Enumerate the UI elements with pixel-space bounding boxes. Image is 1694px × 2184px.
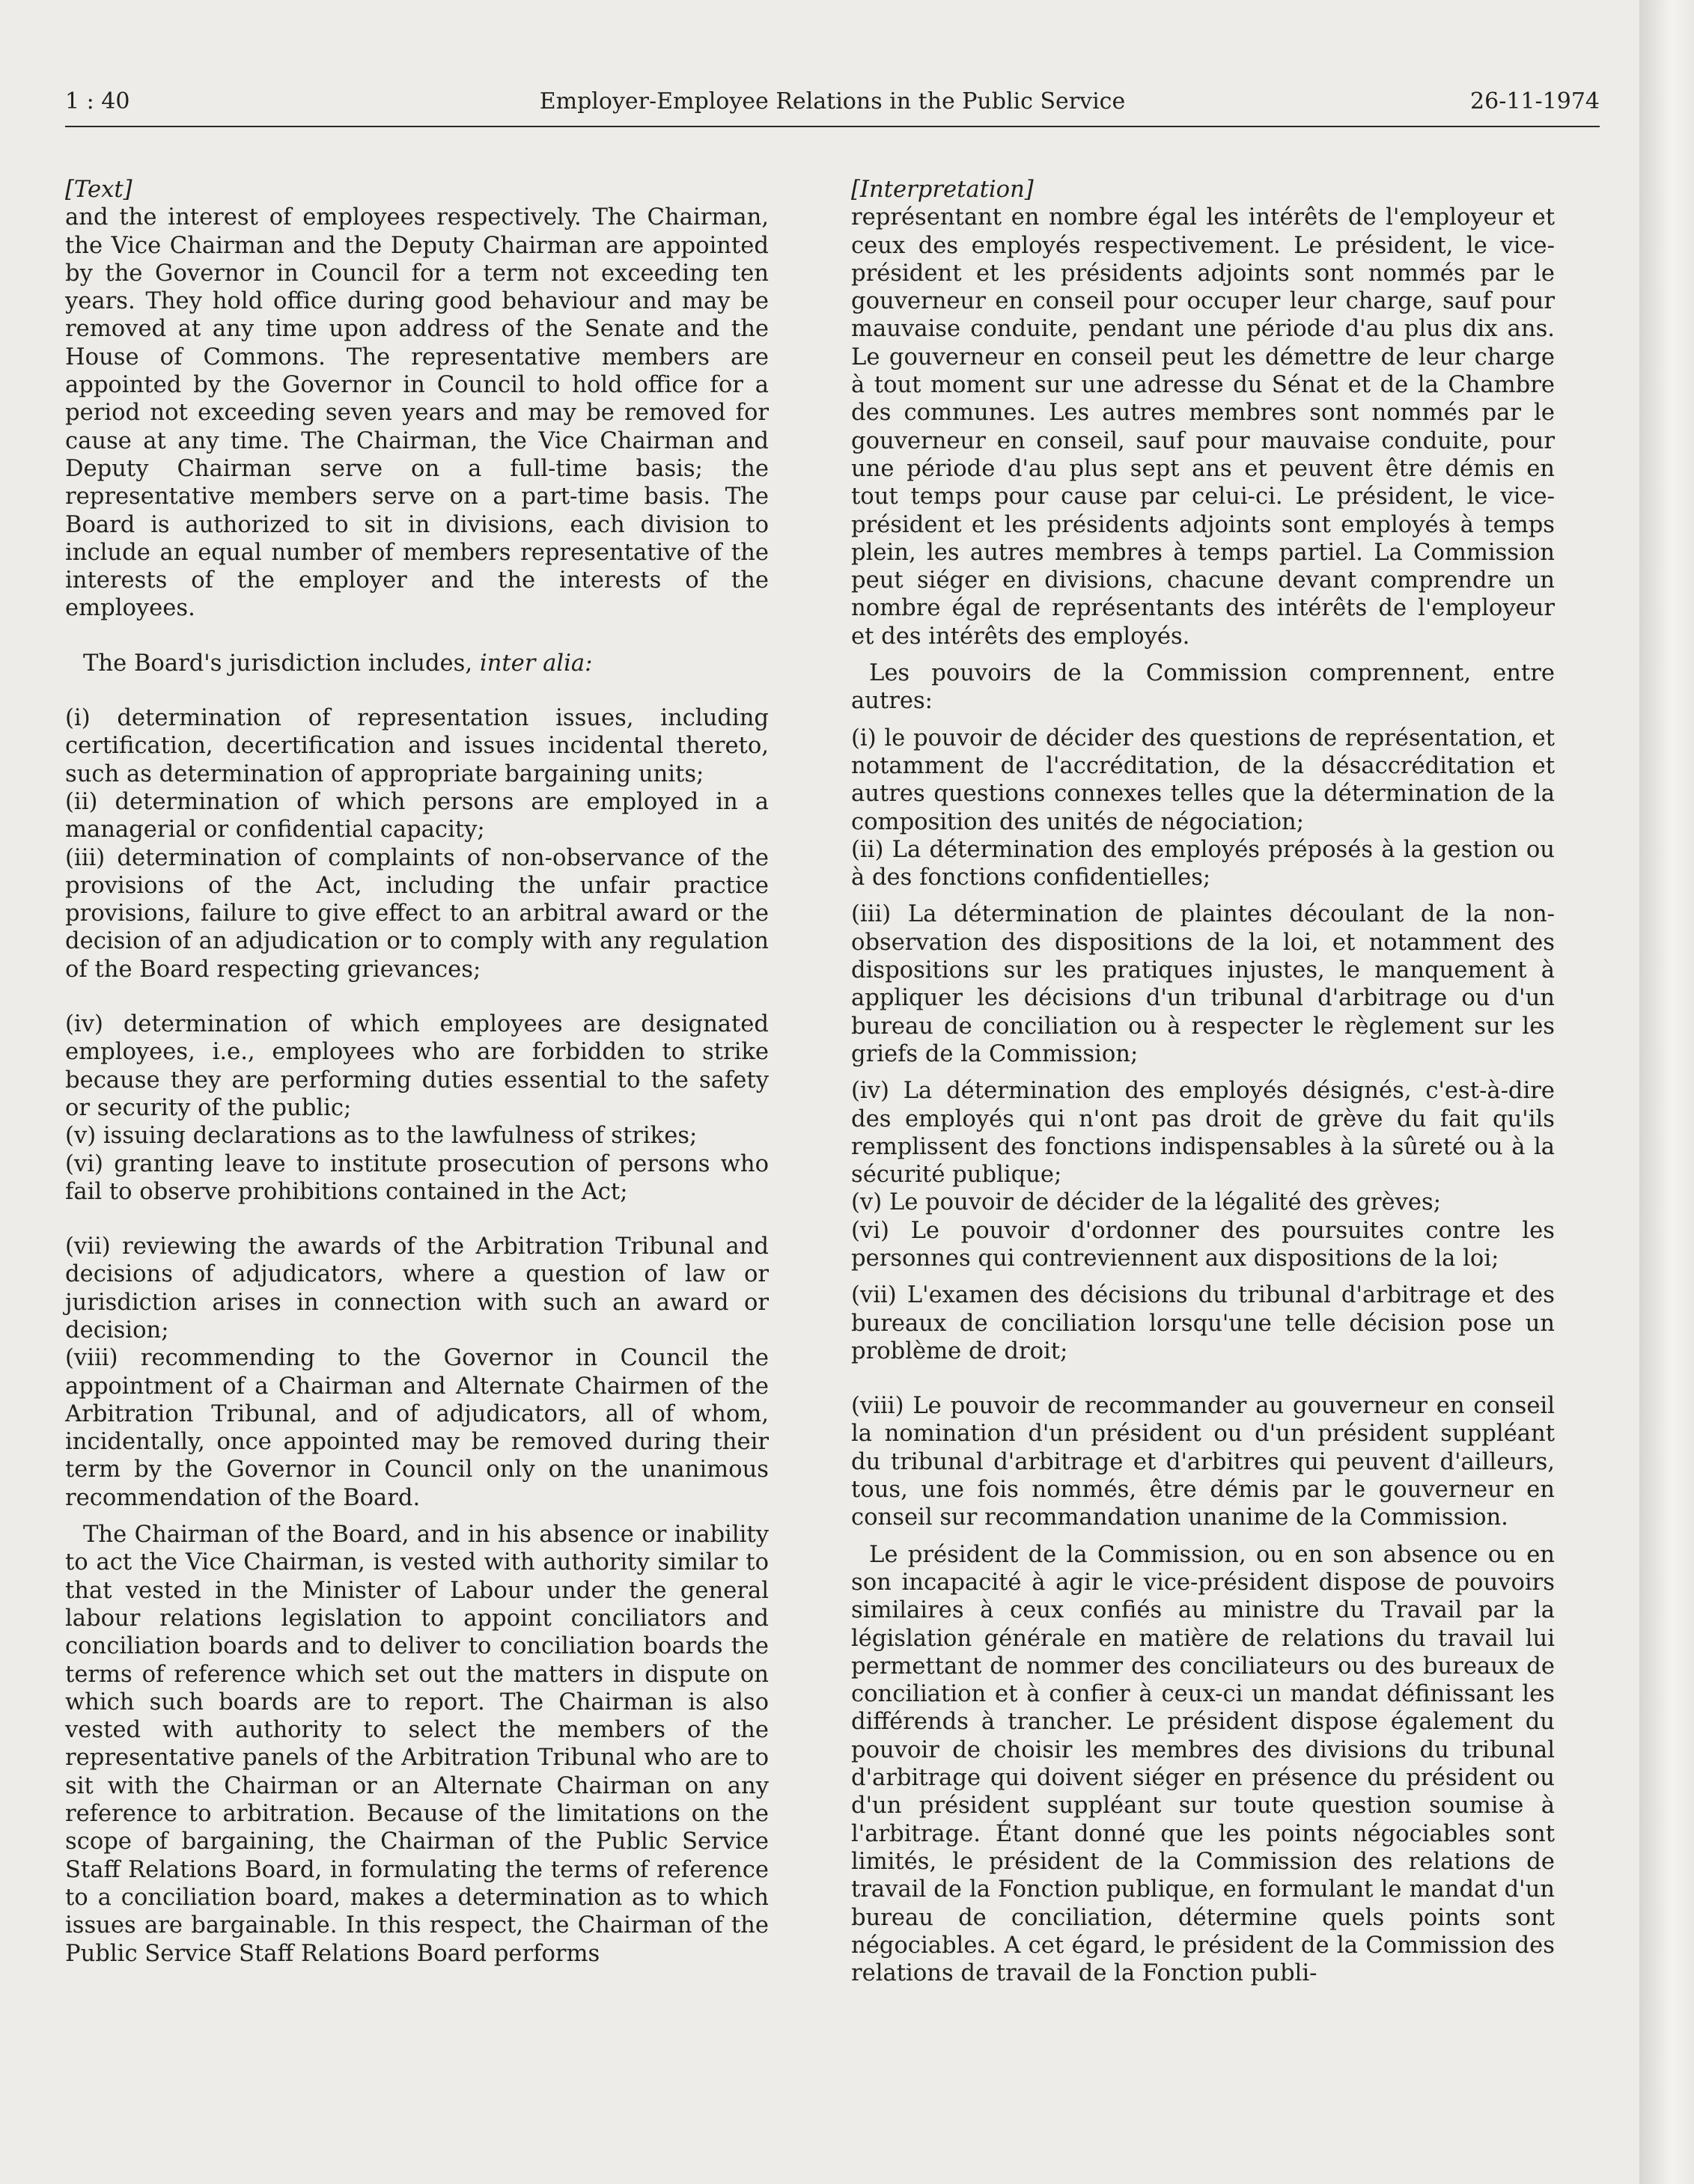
list-item: (viii) recommending to the Governor in Council the appointment of a Chairman and Alternate Chairmen of the Arbitration Tribunal, and of adjudicators, all of whom, incidentally, once appointed may be removed during their term by the Governor in Council only on the unanimous recommendation of the Board. [65, 1345, 769, 1511]
english-column [65, 176, 769, 1968]
intro-paragraph: représentant en nombre égal les intérêts de l'employeur et ceux des employés respectivement. Le président, le vice-président et les présidents adjoints sont nommés par le gouverneur en conseil pour occuper leur charge, sauf pour mauvaise conduite, pendant une période d'au plus dix ans. Le gouverneur en conseil peut les démettre de leur charge à tout moment sur une adresse du Sénat et de la Chambre des communes. Les autres membres sont nommés par le gouverneur en conseil, sauf pour mauvaise conduite, pour une période d'au plus sept ans et peuvent être démis en tout temps pour cause par celui-ci. Le président, le vice-président et les présidents adjoints sont employés à temps plein, les autres membres à temps partiel. La Commission peut siéger en divisions, chacune devant comprendre un nombre égal de représentants des intérêts de l'employeur et des intérêts des employés. [851, 204, 1555, 650]
jurisdiction-lead-text: The Board's jurisdiction includes, [83, 650, 473, 677]
closing-paragraph: The Chairman of the Board, and in his absence or inability to act the Vice Chairman, is vested with authority similar to that vested in the Minister of Labour under the general labour relations legislation to appoint conciliators and conciliation boards and to deliver to conciliation boards the terms of reference which set out the matters in dispute on which such boards are to report. The Chairman is also vested with authority to select the members of the representative panels of the Arbitration Tribunal who are to sit with the Chairman or an Alternate Chairman on any reference to arbitration. Because of the limitations on the scope of bargaining, the Chairman of the Public Service Staff Relations Board, in formulating the terms of reference to a conciliation board, makes a determination as to which issues are bargainable. In this respect, the Chairman of the Public Service Staff Relations Board performs [65, 1522, 769, 1967]
page-edge-shadow [1639, 0, 1694, 2184]
french-column [851, 176, 1555, 1987]
list-item: (i) determination of representation issues, including certification, decertification and issues incidental thereto, such as determination of appropriate bargaining units; [65, 705, 769, 787]
list-item: (iii) La détermination de plaintes découlant de la non-observation des dispositions de la loi, et notamment des dispositions sur les pratiques injustes, le manquement à appliquer les décisions d'un tribunal d'arbitrage ou d'un bureau de conciliation ou à respecter le règlement sur les griefs de la Commission; [851, 901, 1555, 1067]
list-item: (vi) granting leave to institute prosecution of persons who fail to observe prohibitions contained in the Act; [65, 1150, 769, 1205]
list-item: (v) issuing declarations as to the lawfulness of strikes; [65, 1123, 698, 1150]
list-item: (iv) La détermination des employés désignés, c'est-à-dire des employés qui n'ont pas droit de grève du fait qu'ils remplissent des fonctions indispensables à la sûreté ou à la sécurité publique; [851, 1078, 1555, 1189]
list-item: (v) Le pouvoir de décider de la légalité des grèves; [851, 1189, 1442, 1216]
list-item: (ii) determination of which persons are employed in a managerial or confidential capacity; [65, 788, 769, 844]
publication-date: 26-11-1974 [1470, 88, 1600, 115]
jurisdiction-lead: Les pouvoirs de la Commission comprennent, entre autres: [851, 660, 1555, 715]
list-item: (viii) Le pouvoir de recommander au gouverneur en conseil la nomination d'un président ou d'un président suppléant du tribunal d'arbitrage et d'arbitres qui peuvent d'ailleurs, tous, une fois nommés, être démis par le gouverneur en conseil sur recommandation unanime de la Commission. [851, 1393, 1555, 1531]
list-item: (ii) La détermination des employés préposés à la gestion ou à des fonctions confidentielles; [851, 836, 1555, 891]
page-number: 1 : 40 [65, 88, 130, 115]
list-item: (vii) reviewing the awards of the Arbitration Tribunal and decisions of adjudicators, where a question of law or jurisdiction arises in connection with such an award or decision; [65, 1233, 769, 1343]
closing-paragraph: Le président de la Commission, ou en son absence ou en son incapacité à agir le vice-président dispose de pouvoirs similaires à ceux confiés au ministre du Travail par la législation générale en matière de relations du travail lui permettant de nommer des conciliateurs ou des bureaux de conciliation et à confier à ceux-ci un mandat définissant les différends à trancher. Le président dispose également du pouvoir de choisir les membres des divisions du tribunal d'arbitrage qui doivent siéger en présence du président ou d'un président suppléant sur toute question soumise à l'arbitrage. Étant donné que les points négociables sont limités, le président de la Commission des relations de travail de la Fonction publique, en formulant le mandat d'un bureau de conciliation, détermine quels points sont négociables. A cet égard, le président de la Commission des relations de travail de la Fonction publi- [851, 1541, 1555, 1987]
running-header [65, 88, 1600, 127]
running-title: Employer-Employee Relations in the Public Service [539, 88, 1126, 115]
column-heading-interpretation: [Interpretation] [851, 177, 1034, 203]
list-item: (iv) determination of which employees are designated employees, i.e., employees who are forbidden to strike because they are performing duties essential to the safety or security of the public; [65, 1011, 769, 1121]
column-heading-text: [Text] [65, 177, 132, 203]
list-item: (vii) L'examen des décisions du tribunal d'arbitrage et des bureaux de conciliation lorsqu'une telle décision pose un problème de droit; [851, 1282, 1555, 1364]
list-item: (vi) Le pouvoir d'ordonner des poursuites contre les personnes qui contreviennent aux dispositions de la loi; [851, 1217, 1555, 1272]
list-item: (iii) determination of complaints of non-observance of the provisions of the Act, including the unfair practice provisions, failure to give effect to an arbitral award or the decision of an adjudication or to comply with any regulation of the Board respecting grievances; [65, 844, 769, 983]
inter-alia: inter alia: [479, 650, 593, 677]
list-item: (i) le pouvoir de décider des questions de représentation, et notamment de l'accréditation, de la désaccréditation et autres questions connexes telles que la détermination de la composition des unités de négociation; [851, 725, 1555, 835]
jurisdiction-lead [65, 650, 769, 677]
intro-paragraph: and the interest of employees respectively. The Chairman, the Vice Chairman and the Deputy Chairman are appointed by the Governor in Council for a term not exceeding ten years. They hold office during good behaviour and may be removed at any time upon address of the Senate and the House of Commons. The representative members are appointed by the Governor in Council to hold office for a period not exceeding seven years and may be removed for cause at any time. The Chairman, the Vice Chairman and Deputy Chairman serve on a full-time basis; the representative members serve on a part-time basis. The Board is authorized to sit in divisions, each division to include an equal number of members representative of the interests of the employer and the interests of the employees. [65, 204, 769, 622]
